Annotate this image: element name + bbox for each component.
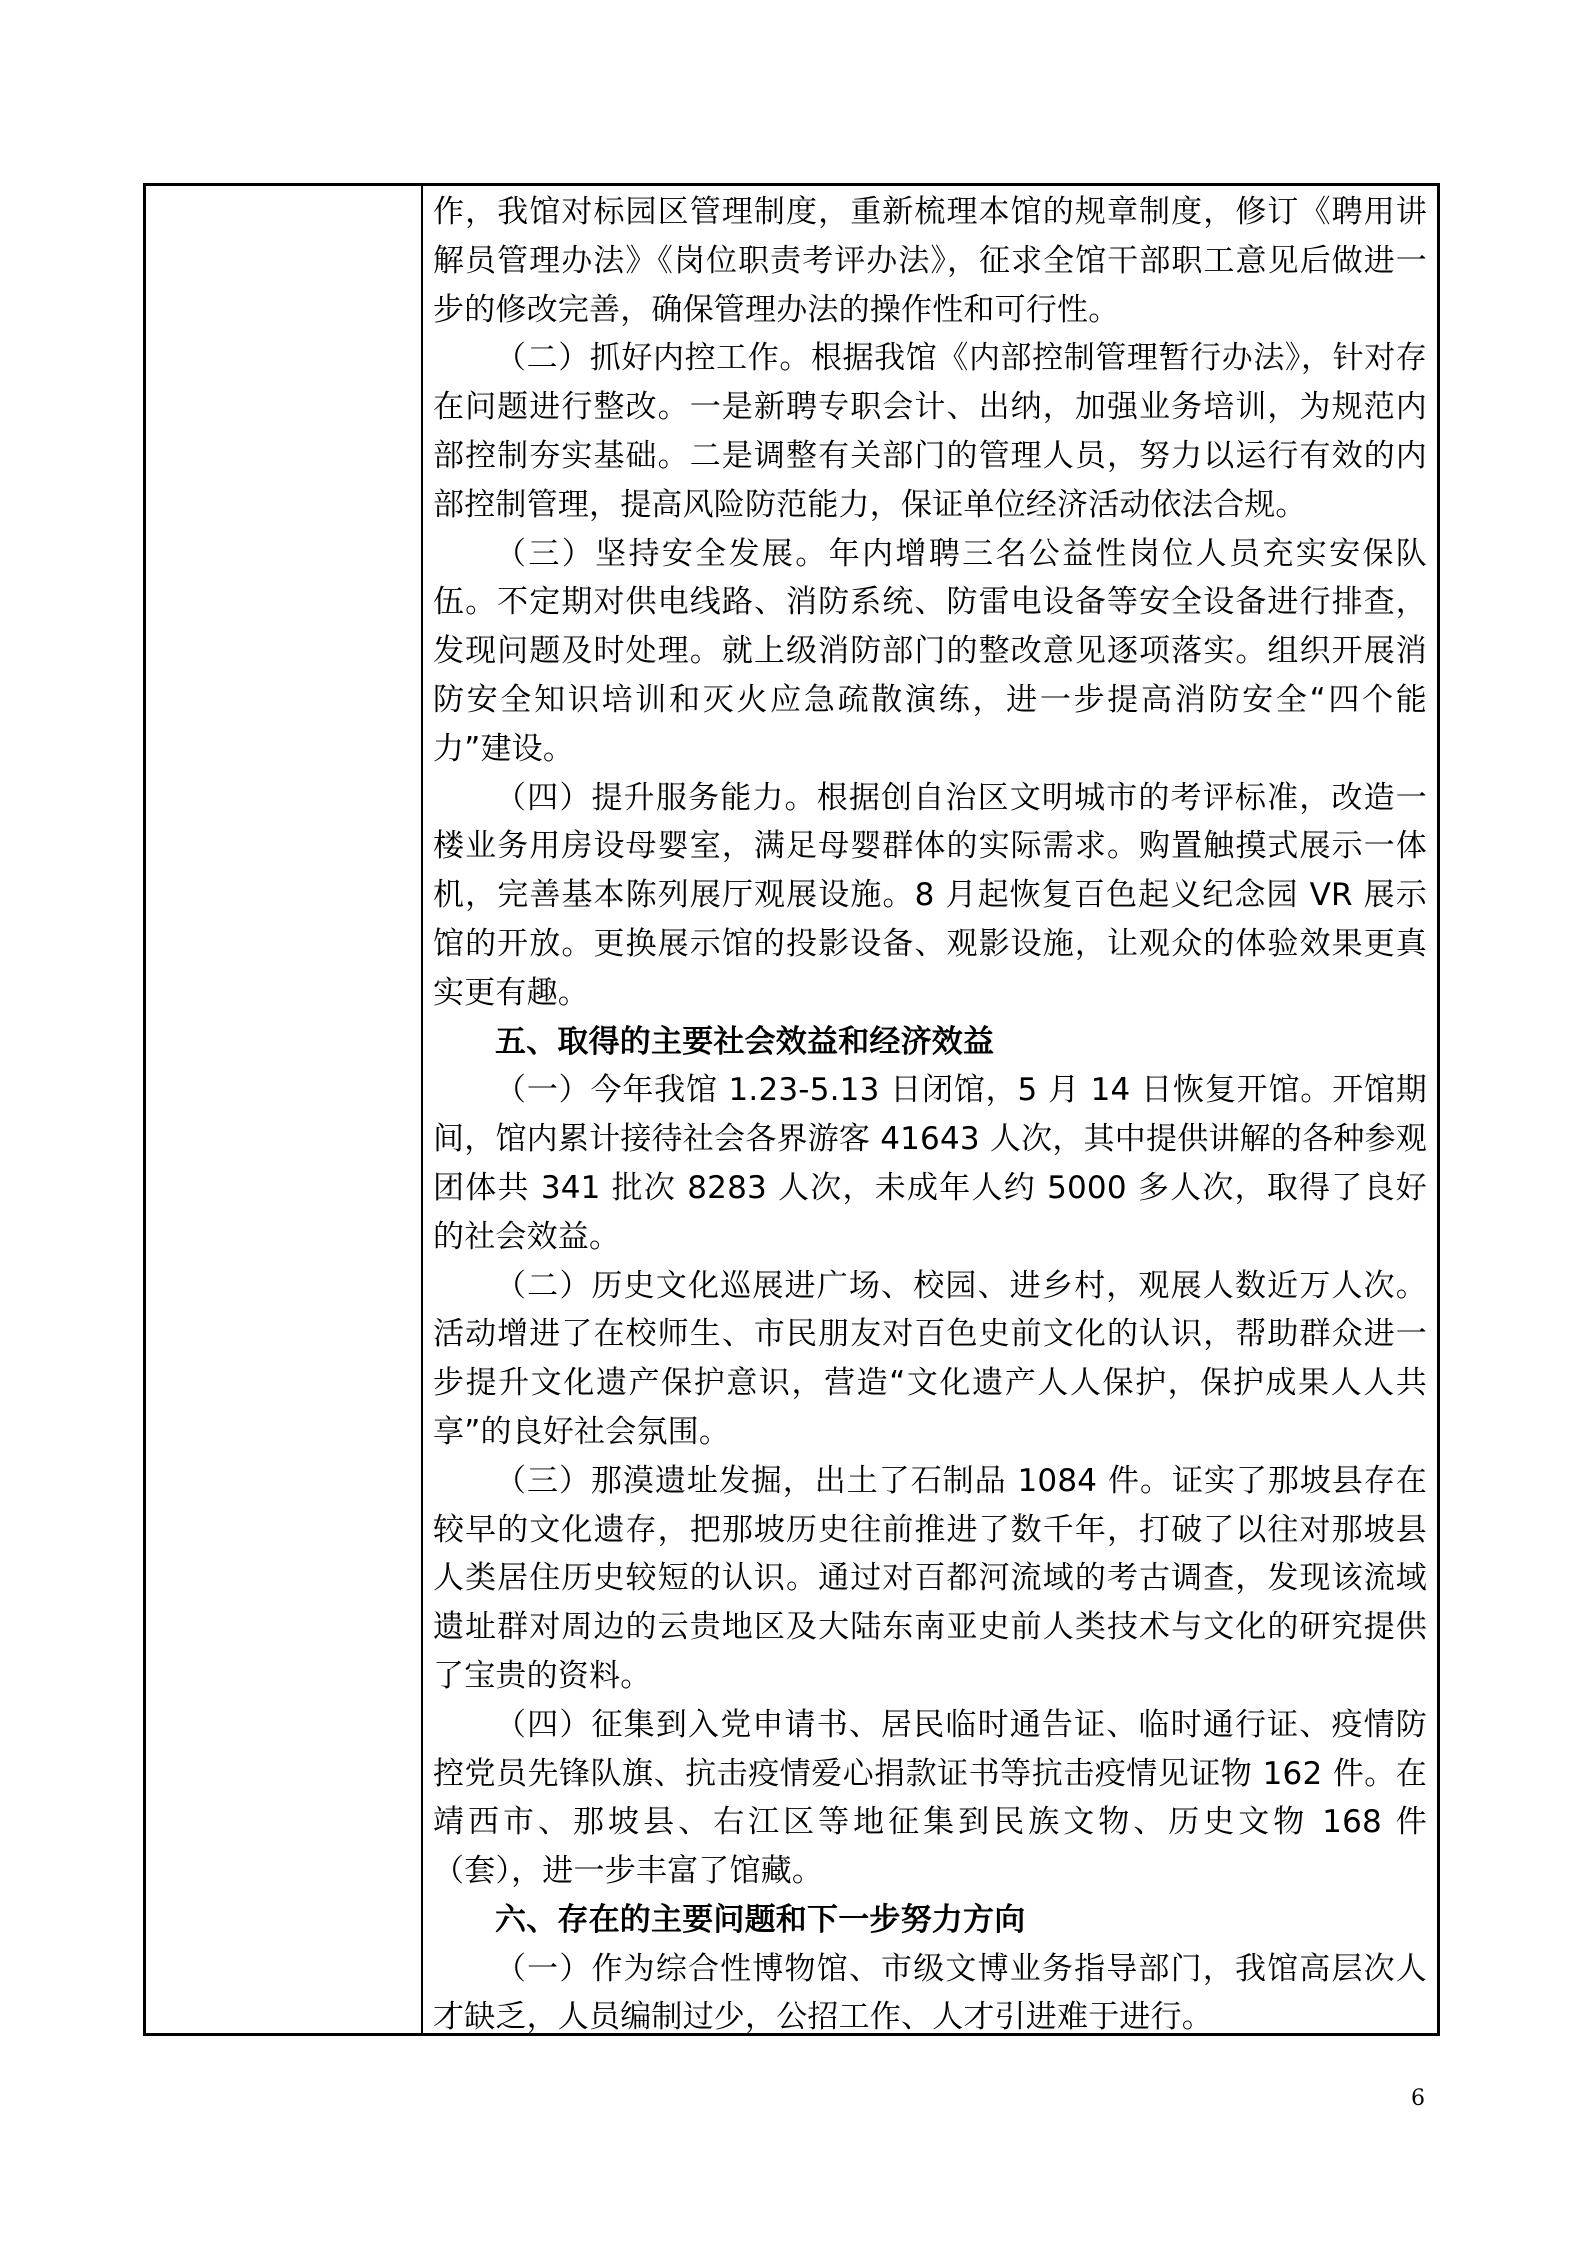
paragraph-service: （四）提升服务能力。根据创自治区文明城市的考评标准，改造一楼业务用房设母婴室，满足母婴群体的实际需求。购置触摸式展示一体机，完善基本陈列展厅观展设施。8 月起恢复百色起义纪念园 VR 展示馆的开放。更换展示馆的投影设备、观影设施，让观众的体验效果更真实更有趣。	[433, 779, 1427, 1011]
paragraph-excavation: （三）那漠遗址发掘，出土了石制品 1084 件。证实了那坡县存在较早的文化遗存，把那坡历史往前推进了数千年，打破了以往对那坡县人类居住历史较短的认识。通过对百都河流域的考古调查，发现该流域遗址群对周边的云贵地区及大陆东南亚史前人类技术与文化的研究提供了宝贵的资料。	[433, 1462, 1427, 1694]
paragraph-management-rules: 作，我馆对标园区管理制度，重新梳理本馆的规章制度，修订《聘用讲解员管理办法》《岗位职责考评办法》，征求全馆干部职工意见后做进一步的修改完善，确保管理办法的操作性和可行性。	[433, 194, 1427, 328]
content-table	[143, 183, 1440, 2036]
section-heading-problems: 六、存在的主要问题和下一步努力方向	[495, 1901, 1026, 1938]
paragraph-talent-shortage: （一）作为综合性博物馆、市级文博业务指导部门，我馆高层次人才缺乏，人员编制过少，公招工作、人才引进难于进行。	[433, 1950, 1427, 2036]
paragraph-internal-control: （二）抓好内控工作。根据我馆《内部控制管理暂行办法》，针对存在问题进行整改。一是新聘专职会计、出纳，加强业务培训，为规范内部控制夯实基础。二是调整有关部门的管理人员，努力以运行有效的内部控制管理，提高风险防范能力，保证单位经济活动依法合规。	[433, 340, 1427, 523]
page-number: 6	[1411, 2086, 1425, 2111]
table-label-cell	[146, 186, 423, 2033]
table-content-cell	[423, 186, 1437, 2036]
section-heading-benefits: 五、取得的主要社会效益和经济效益	[495, 1023, 995, 1060]
paragraph-visitors: （一）今年我馆 1.23-5.13 日闭馆，5 月 14 日恢复开馆。开馆期间，馆内累计接待社会各界游客 41643 人次，其中提供讲解的各种参观团体共 341 批次 8283 人次，未成年人约 5000 多人次，取得了良好的社会效益。	[433, 1072, 1427, 1255]
paragraph-collection: （四）征集到入党申请书、居民临时通告证、临时通行证、疫情防控党员先锋队旗、抗击疫情爱心捐款证书等抗击疫情见证物 162 件。在靖西市、那坡县、右江区等地征集到民族文物、历史文物 168 件（套），进一步丰富了馆藏。	[433, 1706, 1427, 1890]
paragraph-exhibition-tour: （二）历史文化巡展进广场、校园、进乡村，观展人数近万人次。活动增进了在校师生、市民朋友对百色史前文化的认识，帮助群众进一步提升文化遗产保护意识，营造“文化遗产人人保护，保护成果人人共享”的良好社会氛围。	[433, 1267, 1427, 1450]
paragraph-safety: （三）坚持安全发展。年内增聘三名公益性岗位人员充实安保队伍。不定期对供电线路、消防系统、防雷电设备等安全设备进行排查，发现问题及时处理。就上级消防部门的整改意见逐项落实。组织开展消防安全知识培训和灭火应急疏散演练，进一步提高消防安全“四个能力”建设。	[433, 535, 1427, 767]
